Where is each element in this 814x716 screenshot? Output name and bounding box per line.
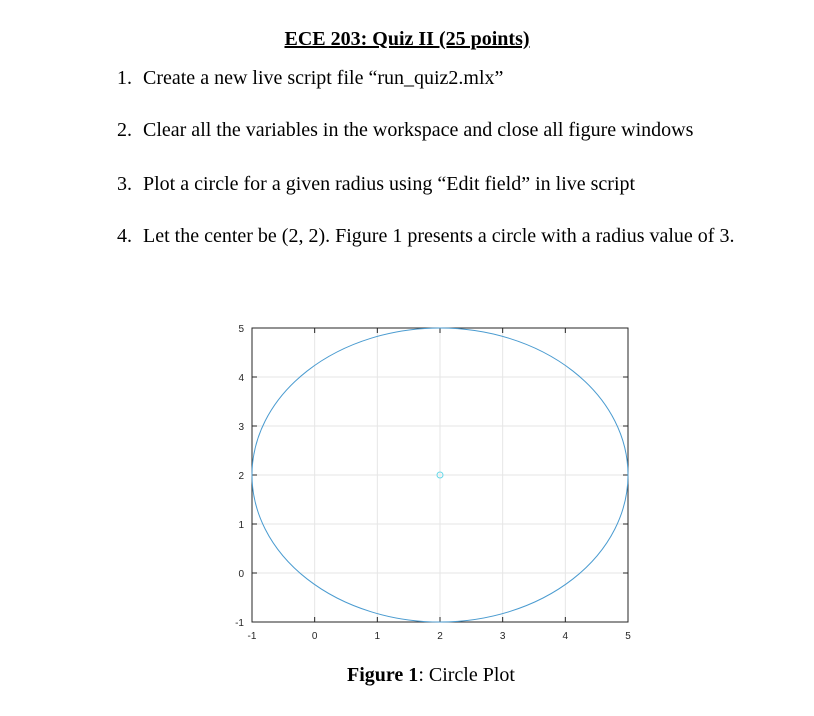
quiz-title: ECE 203: Quiz II (25 points) [284, 28, 530, 50]
x-tick-labels [248, 631, 632, 642]
y-tick-label: 1 [238, 520, 244, 531]
caption-separator: : [418, 664, 429, 686]
x-tick-label: -1 [247, 631, 257, 642]
x-tick-label: 4 [562, 631, 569, 642]
y-tick-label: 4 [238, 373, 244, 384]
x-tick-label: 0 [311, 631, 318, 642]
caption-text: Circle Plot [428, 664, 515, 686]
x-tick-label: 5 [625, 631, 631, 642]
y-tick-label: 3 [238, 422, 244, 433]
grid-lines [252, 328, 628, 622]
x-tick-label: 2 [437, 631, 443, 642]
x-tick-label: 1 [374, 631, 381, 642]
question-number: 4. [117, 225, 132, 247]
x-tick-label: 3 [499, 631, 506, 642]
question-text: Clear all the variables in the workspace and close all figure windows [143, 119, 694, 141]
question-number: 3. [117, 173, 132, 195]
question-text: Create a new live script file “run_quiz2.mlx” [143, 67, 504, 89]
y-tick-label: 5 [238, 324, 244, 335]
question-text: Plot a circle for a given radius using “Edit field” in live script [143, 173, 636, 195]
y-tick-label: 0 [238, 569, 244, 580]
figure-label: Figure 1 [347, 664, 419, 686]
y-tick-labels [235, 324, 244, 629]
question-number: 2. [117, 119, 132, 141]
question-number: 1. [117, 67, 132, 89]
figure-caption [0, 664, 814, 687]
y-tick-label: 2 [238, 471, 244, 482]
question-text: Let the center be (2, 2). Figure 1 presents a circle with a radius value of 3. [143, 225, 735, 247]
y-tick-label: -1 [235, 618, 244, 629]
